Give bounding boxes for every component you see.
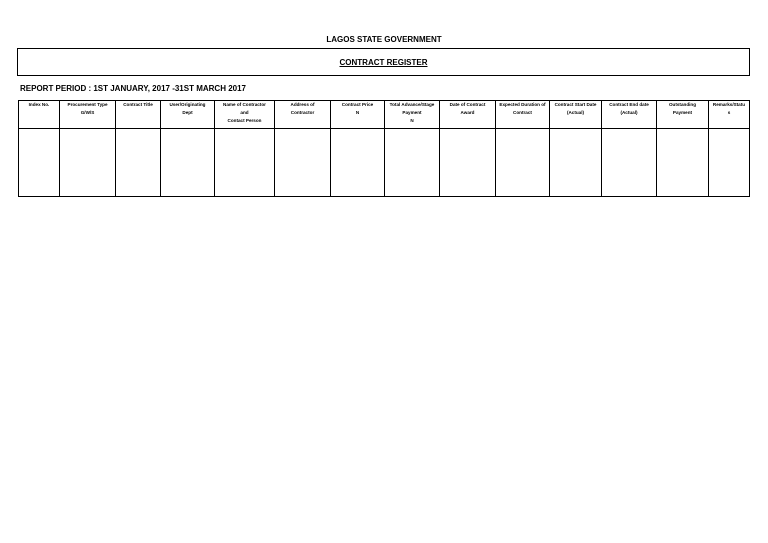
column-header-line: and [240,110,249,115]
column-header-line: (Actual) [620,110,638,115]
register-title-box [17,48,750,76]
column-header [19,101,60,129]
table-cell [496,129,550,197]
column-header-line: N [410,118,414,123]
column-header-line: Name of Contractor [223,102,266,107]
column-header-line: Total Advance/Stage [389,102,435,107]
column-header-line: Date of Contract [449,102,486,107]
column-header-line: Remarks/Statu [712,102,746,107]
column-header [550,101,602,129]
table-cell [709,129,750,197]
column-header [602,101,657,129]
table-cell [440,129,496,197]
column-header-line: Address of [290,102,315,107]
report-period: REPORT PERIOD : 1ST JANUARY, 2017 -31ST MARCH 2017 [20,84,246,93]
table-row [19,129,750,197]
column-header [657,101,709,129]
column-header-line: Outstanding [668,102,697,107]
column-header-line: Contact Person [227,118,262,123]
register-title: CONTRACT REGISTER [339,58,428,67]
table-cell [215,129,275,197]
column-header-line: Payment [402,110,422,115]
table-cell [116,129,161,197]
table-cell [550,129,602,197]
column-header [60,101,116,129]
column-header-line: Contract Price [341,102,374,107]
column-header-line: Contract Title [123,102,153,107]
table-cell [602,129,657,197]
table-cell [385,129,440,197]
column-header [496,101,550,129]
column-header-line: Payment [672,110,693,115]
column-header [709,101,750,129]
column-header-line: User/Originating [169,102,206,107]
table-header-row [19,101,750,129]
column-header [385,101,440,129]
column-header-line: s [727,110,731,115]
column-header-line: G/W/S [80,110,95,115]
column-header [161,101,215,129]
column-header-line: Procurement Type [67,102,108,107]
government-title: LAGOS STATE GOVERNMENT [326,35,442,44]
table-cell [19,129,60,197]
table-cell [60,129,116,197]
column-header-line: Award [460,110,475,115]
contract-register-table [18,100,750,197]
column-header [275,101,331,129]
column-header-line: Index No. [28,102,50,107]
column-header-line: Expected Duration of [499,102,546,107]
table-cell [331,129,385,197]
table-cell [161,129,215,197]
column-header [215,101,275,129]
table-cell [657,129,709,197]
column-header-line: Dept [182,110,193,115]
column-header-line: Contract Start Date [554,102,597,107]
column-header [440,101,496,129]
table-cell [275,129,331,197]
column-header-line: Contractor [290,110,315,115]
column-header-line: N [355,110,360,115]
column-header-line: (Actual) [566,110,585,115]
column-header-line: Contract End date [609,102,649,107]
column-header [116,101,161,129]
column-header [331,101,385,129]
column-header-line: Contract [513,110,532,115]
